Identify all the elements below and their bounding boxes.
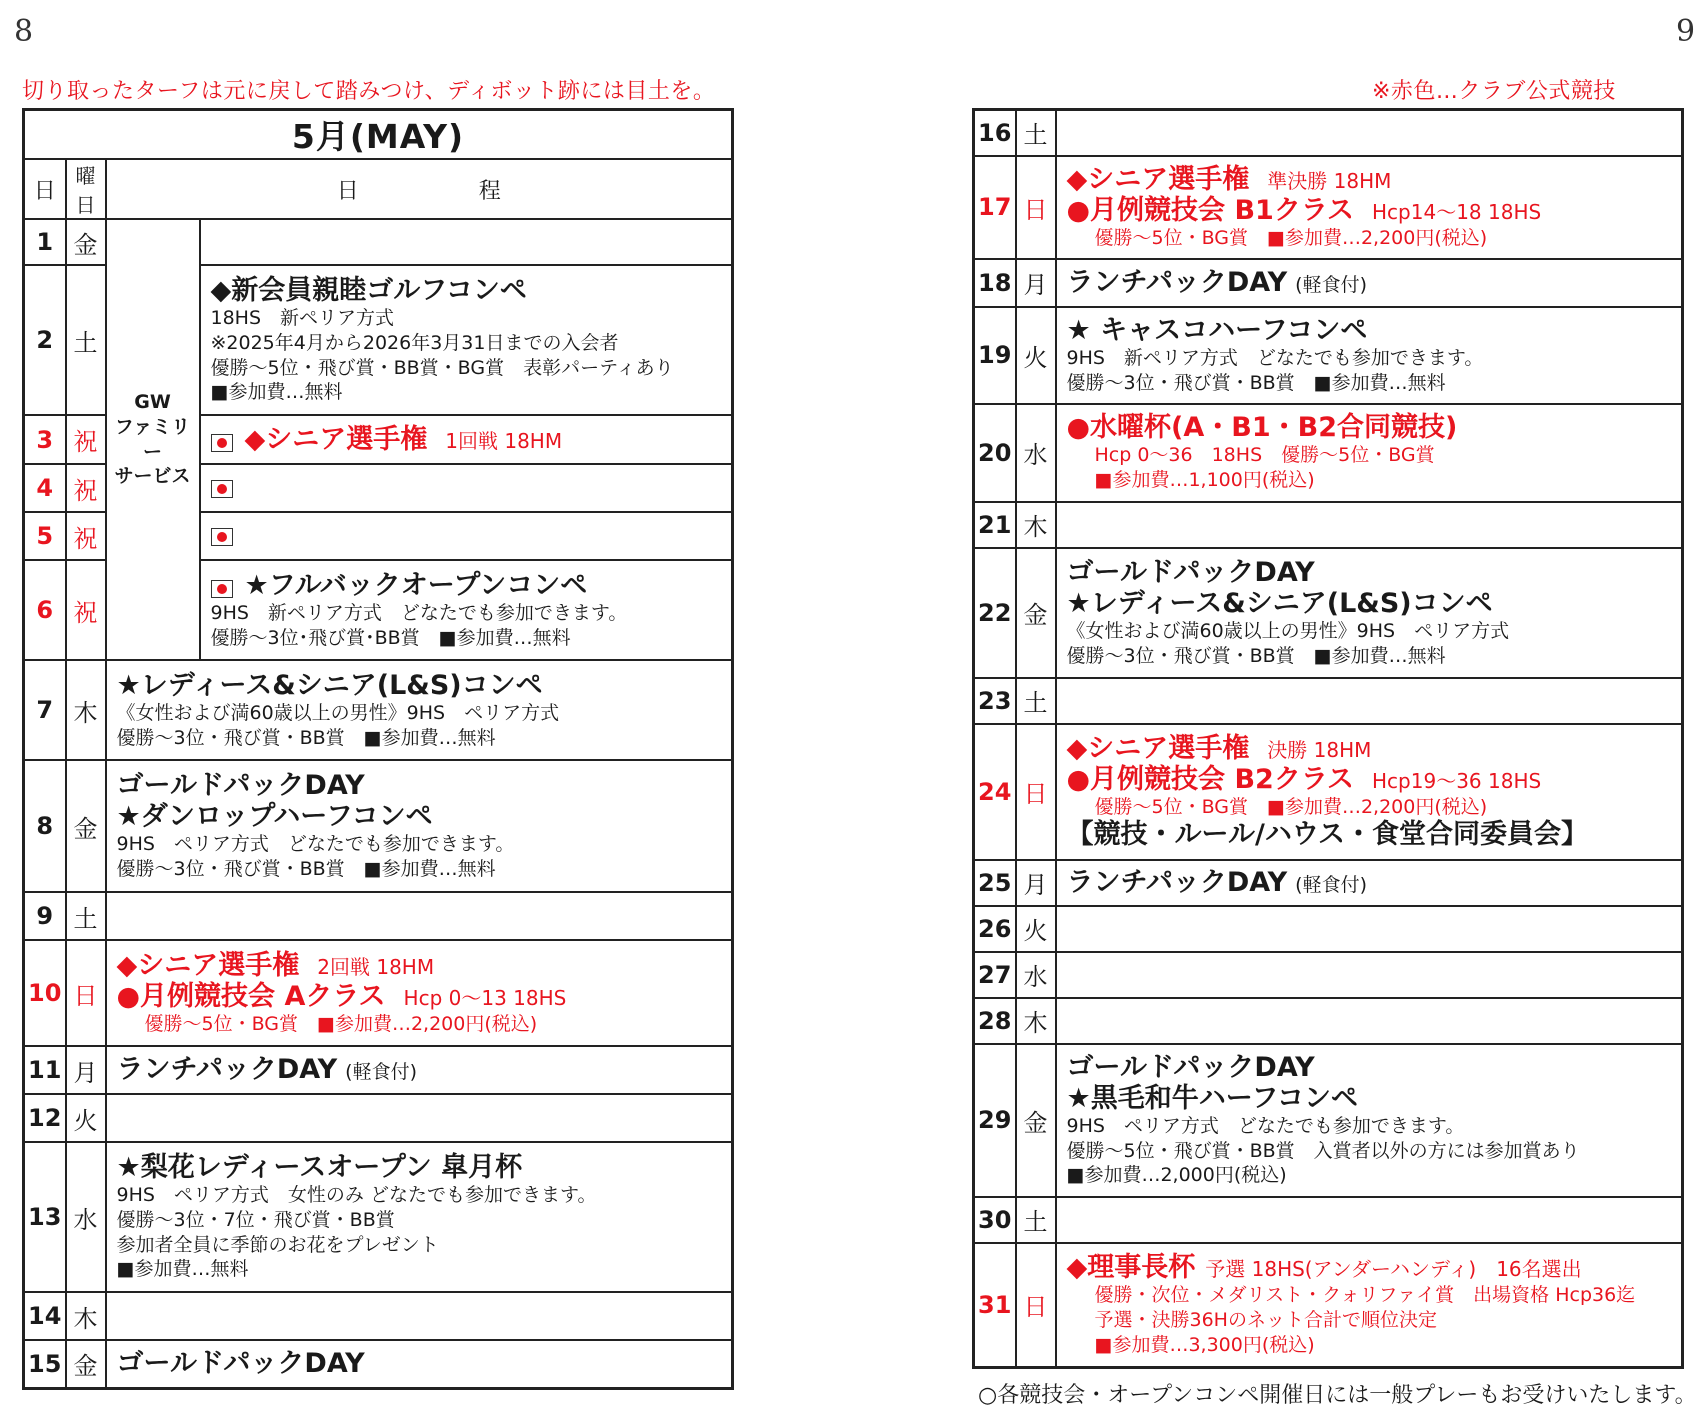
weekday: 水 bbox=[66, 1142, 106, 1292]
weekday: 土 bbox=[1016, 1197, 1056, 1243]
event-cell bbox=[200, 560, 733, 660]
event-detail: 9HS 新ペリア方式 どなたでも参加できます。 bbox=[1066, 346, 1484, 369]
weekday: 祝 bbox=[66, 415, 106, 464]
event-title: ★ダンロップハーフコンペ bbox=[116, 801, 433, 833]
day-number: 18 bbox=[974, 259, 1016, 307]
weekday: 火 bbox=[66, 1094, 106, 1142]
event-cell bbox=[200, 219, 733, 265]
event-subtitle: (軽食付) bbox=[1295, 873, 1367, 896]
header-day: 日 bbox=[24, 159, 66, 219]
event-detail: ※2025年4月から2026年3月31日までの入会者 bbox=[210, 331, 619, 354]
event-subtitle: Hcp 0～13 18HS bbox=[403, 985, 567, 1010]
day-row bbox=[974, 1243, 1683, 1368]
weekday: 水 bbox=[1016, 404, 1056, 502]
event-detail: 予選・決勝36Hのネット合計で順位決定 bbox=[1094, 1308, 1437, 1331]
day-number: 5 bbox=[24, 512, 66, 560]
event-detail: ■参加費…無料 bbox=[116, 1258, 249, 1281]
day-number: 13 bbox=[24, 1142, 66, 1292]
day-row bbox=[974, 1044, 1683, 1197]
event-cell bbox=[106, 892, 733, 940]
event-subtitle: (軽食付) bbox=[1295, 273, 1367, 296]
day-number: 22 bbox=[974, 548, 1016, 678]
day-row bbox=[974, 156, 1683, 259]
event-cell bbox=[1056, 1243, 1683, 1368]
weekday: 土 bbox=[66, 265, 106, 415]
event-cell bbox=[1056, 259, 1683, 307]
weekday: 木 bbox=[66, 660, 106, 760]
event-cell bbox=[200, 265, 733, 415]
event-title: ゴールドパックDAY bbox=[116, 1348, 365, 1380]
day-number: 30 bbox=[974, 1197, 1016, 1243]
day-number: 7 bbox=[24, 660, 66, 760]
day-row bbox=[974, 502, 1683, 548]
event-cell bbox=[1056, 404, 1683, 502]
event-detail: 9HS 新ペリア方式 どなたでも参加できます。 bbox=[210, 601, 628, 624]
calendar-table-right bbox=[972, 108, 1684, 1369]
event-cell bbox=[106, 1292, 733, 1340]
weekday: 火 bbox=[1016, 307, 1056, 404]
header-weekday: 曜日 bbox=[66, 159, 106, 219]
footer-note: ○各競技会・オープンコンペ開催日には一般プレーもお受けいたします。 bbox=[978, 1383, 1697, 1408]
day-number: 16 bbox=[974, 110, 1016, 156]
event-title: ★ キャスコハーフコンペ bbox=[1066, 314, 1368, 346]
event-title: ランチパックDAY bbox=[1066, 266, 1288, 298]
event-detail: 優勝～3位・飛び賞・BB賞 ■参加費…無料 bbox=[116, 858, 496, 881]
day-row bbox=[24, 760, 733, 892]
day-number: 9 bbox=[24, 892, 66, 940]
day-number: 1 bbox=[24, 219, 66, 265]
day-row bbox=[974, 998, 1683, 1044]
event-detail: 《女性および満60歳以上の男性》9HS ペリア方式 bbox=[1066, 619, 1510, 642]
event-title: ★黒毛和牛ハーフコンペ bbox=[1066, 1082, 1359, 1114]
event-subtitle: Hcp19～36 18HS bbox=[1372, 768, 1542, 793]
left-page-number: 8 bbox=[14, 14, 34, 49]
day-row bbox=[974, 906, 1683, 952]
weekday: 月 bbox=[66, 1046, 106, 1094]
day-number: 3 bbox=[24, 415, 66, 464]
day-number: 25 bbox=[974, 860, 1016, 906]
event-detail: 優勝～3位・飛び賞・BB賞 ■参加費…無料 bbox=[1066, 371, 1446, 394]
event-detail: 優勝～5位・BG賞 ■参加費…2,200円(税込) bbox=[1094, 226, 1488, 249]
day-row bbox=[974, 307, 1683, 404]
event-cell bbox=[200, 512, 733, 560]
gw-family-service-label: GW ファミリー サービス bbox=[106, 219, 200, 660]
event-title: ★レディース&シニア(L&S)コンペ bbox=[116, 669, 543, 701]
event-subtitle: 決勝 18HM bbox=[1267, 737, 1372, 762]
event-cell bbox=[106, 1046, 733, 1094]
event-detail: ■参加費…3,300円(税込) bbox=[1094, 1333, 1315, 1356]
event-cell bbox=[1056, 548, 1683, 678]
day-number: 15 bbox=[24, 1340, 66, 1388]
day-number: 12 bbox=[24, 1094, 66, 1142]
legend-note: ※赤色…クラブ公式競技 bbox=[1372, 79, 1616, 104]
weekday: 水 bbox=[1016, 952, 1056, 998]
event-cell bbox=[106, 760, 733, 892]
day-row bbox=[24, 1046, 733, 1094]
event-subtitle: 予選 18HS(アンダーハンディ) 16名選出 bbox=[1205, 1257, 1582, 1282]
calendar-table-left bbox=[22, 108, 734, 1390]
event-title: ●月例競技会 B2クラス bbox=[1066, 763, 1355, 795]
event-detail: 優勝～3位・飛び賞・BB賞 ■参加費…無料 bbox=[1066, 644, 1446, 667]
event-subtitle: 1回戦 18HM bbox=[445, 428, 563, 453]
weekday: 日 bbox=[1016, 724, 1056, 860]
event-cell bbox=[200, 415, 733, 464]
day-number: 8 bbox=[24, 760, 66, 892]
day-row bbox=[24, 1094, 733, 1142]
event-detail: 優勝～3位･飛び賞･BB賞 ■参加費…無料 bbox=[210, 626, 571, 649]
event-detail: Hcp 0～36 18HS 優勝～5位・BG賞 bbox=[1094, 444, 1435, 467]
day-row bbox=[974, 952, 1683, 998]
event-cell bbox=[1056, 110, 1683, 156]
day-row bbox=[974, 860, 1683, 906]
event-title: ●水曜杯(A・B1・B2合同競技) bbox=[1066, 412, 1458, 444]
event-detail: ■参加費…1,100円(税込) bbox=[1094, 469, 1315, 492]
weekday: 金 bbox=[1016, 1044, 1056, 1197]
event-title: ランチパックDAY bbox=[116, 1054, 338, 1086]
day-row bbox=[24, 1340, 733, 1388]
event-cell bbox=[1056, 156, 1683, 259]
day-row bbox=[24, 892, 733, 940]
weekday: 金 bbox=[1016, 548, 1056, 678]
day-row bbox=[24, 219, 733, 265]
event-cell bbox=[1056, 307, 1683, 404]
event-cell bbox=[106, 1340, 733, 1388]
event-title: ゴールドパックDAY bbox=[1066, 1051, 1315, 1083]
header-schedule: 日 程 bbox=[106, 159, 733, 219]
event-cell bbox=[1056, 724, 1683, 860]
event-detail: ■参加費…無料 bbox=[210, 381, 343, 404]
day-row bbox=[24, 660, 733, 760]
weekday: 金 bbox=[66, 1340, 106, 1388]
event-cell bbox=[1056, 678, 1683, 724]
event-cell bbox=[106, 1142, 733, 1292]
day-number: 31 bbox=[974, 1243, 1016, 1368]
event-title: ゴールドパックDAY bbox=[116, 770, 365, 802]
weekday: 土 bbox=[1016, 678, 1056, 724]
weekday: 日 bbox=[1016, 156, 1056, 259]
day-number: 6 bbox=[24, 560, 66, 660]
event-detail: 優勝～3位・飛び賞・BB賞 ■参加費…無料 bbox=[116, 726, 496, 749]
event-detail: 優勝～5位・BG賞 ■参加費…2,200円(税込) bbox=[1094, 795, 1488, 818]
event-title: ★フルバックオープンコンペ bbox=[244, 569, 588, 601]
event-detail: 9HS ペリア方式 女性のみ どなたでも参加できます。 bbox=[116, 1184, 597, 1207]
day-number: 14 bbox=[24, 1292, 66, 1340]
day-number: 11 bbox=[24, 1046, 66, 1094]
day-number: 28 bbox=[974, 998, 1016, 1044]
event-detail: 優勝～5位・飛び賞・BB賞・BG賞 表彰パーティあり bbox=[210, 356, 674, 379]
weekday: 月 bbox=[1016, 259, 1056, 307]
japan-flag-icon bbox=[211, 434, 233, 452]
weekday: 土 bbox=[1016, 110, 1056, 156]
day-row bbox=[24, 1142, 733, 1292]
event-cell bbox=[1056, 1197, 1683, 1243]
day-row bbox=[974, 1197, 1683, 1243]
day-number: 17 bbox=[974, 156, 1016, 259]
event-title: ◆新会員親睦ゴルフコンペ bbox=[210, 275, 527, 307]
weekday: 木 bbox=[1016, 502, 1056, 548]
day-row bbox=[974, 404, 1683, 502]
weekday: 土 bbox=[66, 892, 106, 940]
day-number: 2 bbox=[24, 265, 66, 415]
event-cell bbox=[1056, 1044, 1683, 1197]
day-number: 26 bbox=[974, 906, 1016, 952]
weekday: 火 bbox=[1016, 906, 1056, 952]
event-title: ★レディース&シニア(L&S)コンペ bbox=[1066, 587, 1493, 619]
day-row bbox=[24, 1292, 733, 1340]
day-number: 27 bbox=[974, 952, 1016, 998]
event-title: ゴールドパックDAY bbox=[1066, 556, 1315, 588]
event-detail: 優勝～3位・7位・飛び賞・BB賞 bbox=[116, 1208, 395, 1231]
day-row bbox=[974, 110, 1683, 156]
event-detail: ■参加費…2,000円(税込) bbox=[1066, 1164, 1287, 1187]
event-detail: 9HS ペリア方式 どなたでも参加できます。 bbox=[116, 833, 515, 856]
event-detail: 9HS ペリア方式 どなたでも参加できます。 bbox=[1066, 1115, 1465, 1138]
day-number: 10 bbox=[24, 940, 66, 1046]
event-cell bbox=[1056, 502, 1683, 548]
event-title: ◆シニア選手権 bbox=[116, 949, 300, 981]
weekday: 祝 bbox=[66, 560, 106, 660]
event-subtitle: (軽食付) bbox=[345, 1061, 417, 1084]
event-subtitle: 準決勝 18HM bbox=[1267, 168, 1392, 193]
day-number: 20 bbox=[974, 404, 1016, 502]
event-cell bbox=[106, 1094, 733, 1142]
weekday: 祝 bbox=[66, 512, 106, 560]
event-cell bbox=[106, 940, 733, 1046]
event-cell bbox=[1056, 860, 1683, 906]
day-number: 21 bbox=[974, 502, 1016, 548]
committee-title: 【競技・ルール/ハウス・食堂合同委員会】 bbox=[1066, 819, 1589, 851]
weekday: 金 bbox=[66, 219, 106, 265]
event-subtitle: Hcp14～18 18HS bbox=[1372, 199, 1542, 224]
day-number: 23 bbox=[974, 678, 1016, 724]
day-number: 24 bbox=[974, 724, 1016, 860]
weekday: 月 bbox=[1016, 860, 1056, 906]
japan-flag-icon bbox=[211, 528, 233, 546]
event-title: ◆シニア選手権 bbox=[1066, 163, 1250, 195]
weekday: 祝 bbox=[66, 464, 106, 512]
day-row bbox=[974, 678, 1683, 724]
weekday: 木 bbox=[1016, 998, 1056, 1044]
header-note: 切り取ったターフは元に戻して踏みつけ、ディボット跡には目土を。 bbox=[22, 79, 716, 104]
event-cell bbox=[200, 464, 733, 512]
event-title: ◆理事長杯 bbox=[1066, 1252, 1196, 1284]
weekday: 木 bbox=[66, 1292, 106, 1340]
event-detail: 18HS 新ペリア方式 bbox=[210, 307, 395, 330]
day-number: 29 bbox=[974, 1044, 1016, 1197]
day-number: 19 bbox=[974, 307, 1016, 404]
weekday: 日 bbox=[66, 940, 106, 1046]
event-subtitle: 2回戦 18HM bbox=[317, 954, 435, 979]
event-cell bbox=[1056, 906, 1683, 952]
event-title: ◆シニア選手権 bbox=[1066, 732, 1250, 764]
event-title: ◆シニア選手権 bbox=[244, 423, 428, 455]
day-number: 4 bbox=[24, 464, 66, 512]
event-cell bbox=[106, 660, 733, 760]
day-row bbox=[974, 724, 1683, 860]
weekday: 日 bbox=[1016, 1243, 1056, 1368]
right-page-number: 9 bbox=[1676, 14, 1696, 49]
event-cell bbox=[1056, 952, 1683, 998]
event-detail: 《女性および満60歳以上の男性》9HS ペリア方式 bbox=[116, 701, 560, 724]
event-title: ●月例競技会 Aクラス bbox=[116, 980, 386, 1012]
event-detail: 参加者全員に季節のお花をプレゼント bbox=[116, 1233, 439, 1256]
event-title: ★梨花レディースオープン 皐月杯 bbox=[116, 1152, 523, 1184]
event-cell bbox=[1056, 998, 1683, 1044]
event-detail: 優勝～5位・BG賞 ■参加費…2,200円(税込) bbox=[144, 1012, 538, 1035]
day-row bbox=[974, 548, 1683, 678]
day-row bbox=[24, 940, 733, 1046]
month-title: 5月(MAY) bbox=[24, 110, 733, 160]
event-detail: 優勝・次位・メダリスト・クォリファイ賞 出場資格 Hcp36迄 bbox=[1094, 1284, 1636, 1307]
japan-flag-icon bbox=[211, 480, 233, 498]
event-detail: 優勝～5位・飛び賞・BB賞 入賞者以外の方には参加賞あり bbox=[1066, 1139, 1580, 1162]
event-title: ランチパックDAY bbox=[1066, 866, 1288, 898]
day-row bbox=[974, 259, 1683, 307]
japan-flag-icon bbox=[211, 580, 233, 598]
weekday: 金 bbox=[66, 760, 106, 892]
event-title: ●月例競技会 B1クラス bbox=[1066, 194, 1355, 226]
